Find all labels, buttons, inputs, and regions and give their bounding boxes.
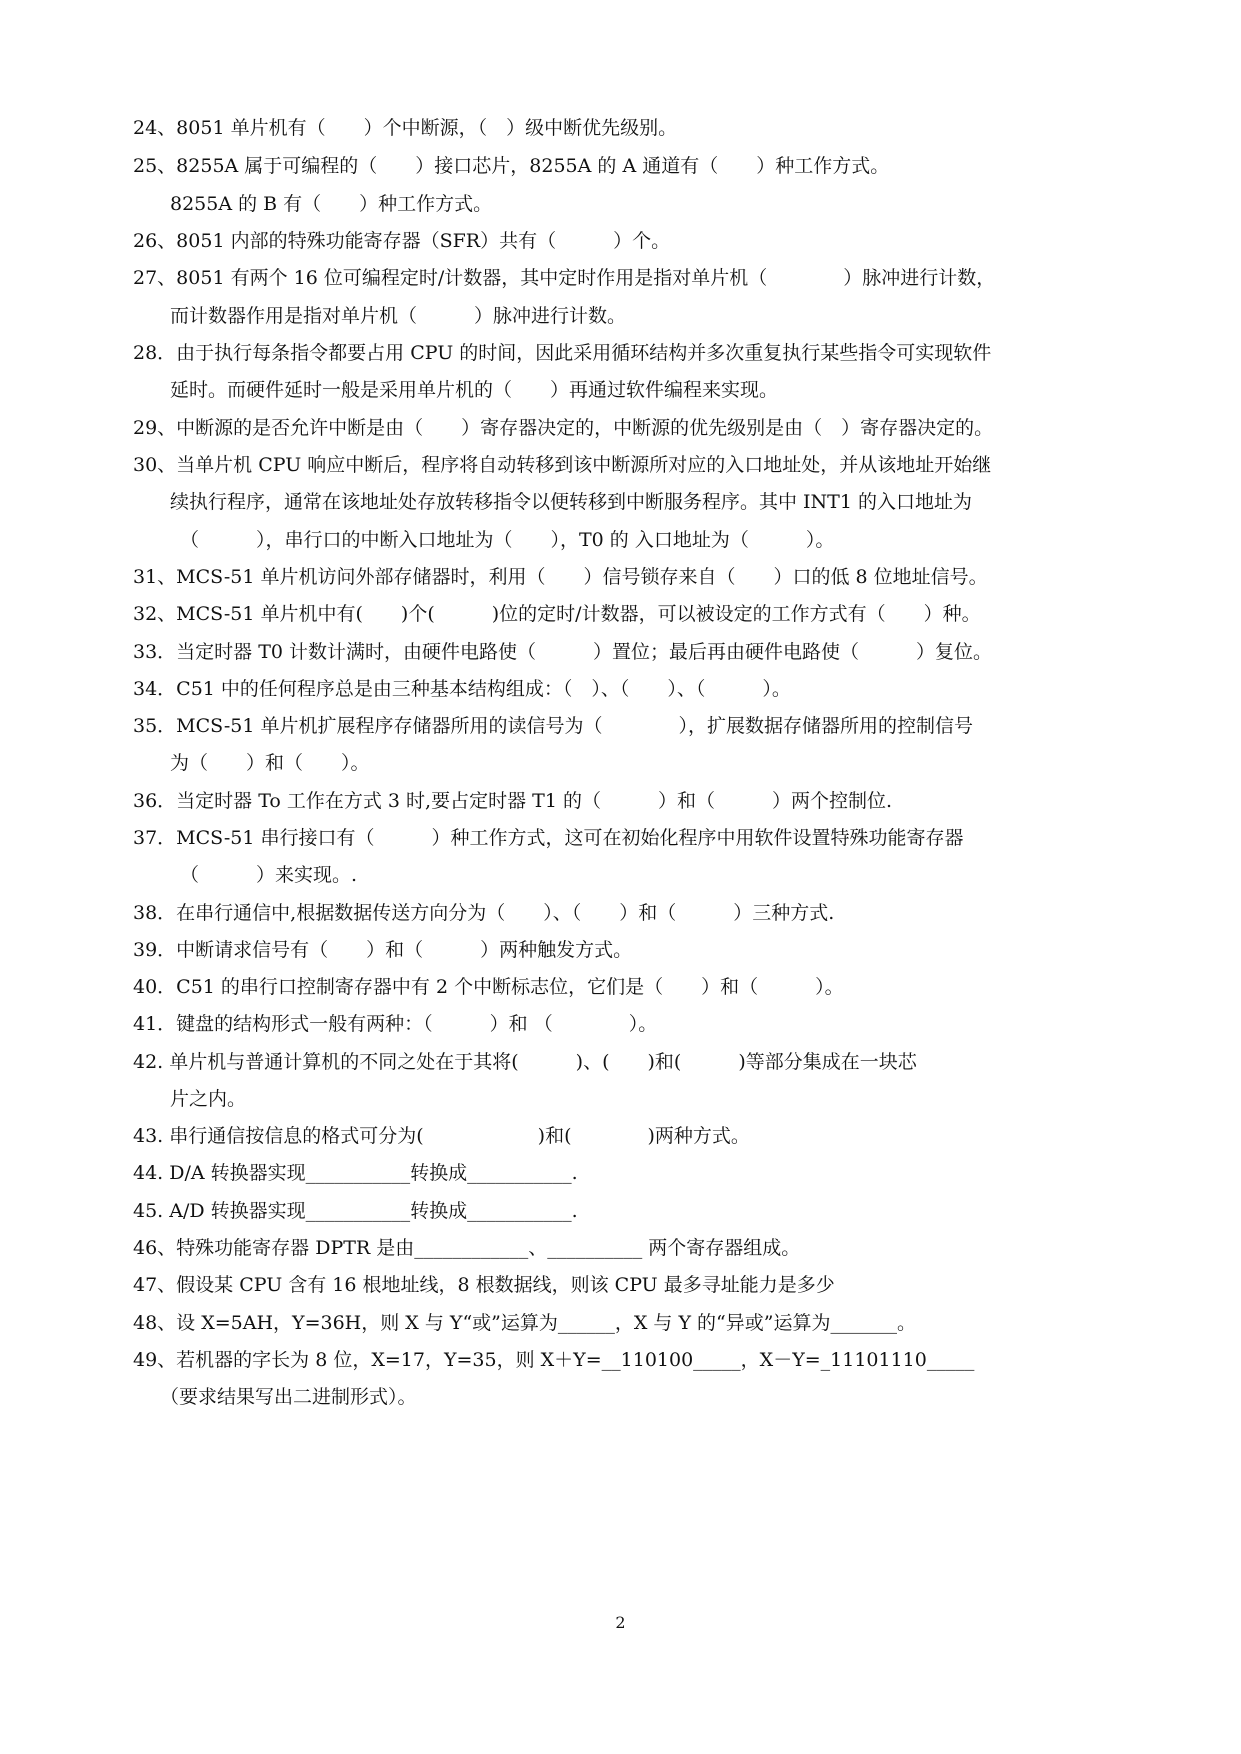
question-38: 38．在串行通信中,根据数据传送方向分为（ ）、（ ）和（ ）三种方式. xyxy=(133,902,835,924)
question-35-continuation: 为（ ）和（ ）。 xyxy=(170,752,370,774)
question-47: 47、假设某 CPU 含有 16 根地址线，8 根数据线，则该 CPU 最多寻址能力是多少 xyxy=(133,1274,835,1296)
question-46: 46、特殊功能寄存器 DPTR 是由____________、__________ 两个寄存器组成。 xyxy=(133,1237,801,1259)
question-25: 25、8255A 属于可编程的（ ）接口芯片，8255A 的 A 通道有（ ）种工作方式。 xyxy=(133,155,890,177)
question-30: 30、当单片机 CPU 响应中断后，程序将自动转移到该中断源所对应的入口地址处，并从该地址开始继 xyxy=(133,454,992,476)
question-43: 43. 串行通信按信息的格式可分为( )和( )两种方式。 xyxy=(133,1125,750,1147)
question-27: 27、8051 有两个 16 位可编程定时/计数器，其中定时作用是指对单片机（ ）脉冲进行计数， xyxy=(133,267,996,289)
question-24: 24、8051 单片机有（ ）个中断源，（ ）级中断优先级别。 xyxy=(133,117,678,139)
page-number: 2 xyxy=(615,1613,626,1632)
question-49-continuation: （要求结果写出二进制形式）。 xyxy=(160,1386,417,1408)
question-49: 49、若机器的字长为 8 位，X=17，Y=35，则 X＋Y=__110100_____，X－Y=_11101110_____ xyxy=(133,1349,975,1371)
question-35: 35．MCS-51 单片机扩展程序存储器所用的读信号为（ ），扩展数据存储器所用的控制信号 xyxy=(133,715,974,737)
question-25-continuation: 8255A 的 B 有（ ）种工作方式。 xyxy=(170,193,493,215)
question-45: 45. A/D 转换器实现___________转换成___________. xyxy=(133,1200,578,1222)
question-37: 37．MCS-51 串行接口有（ ）种工作方式，这可在初始化程序中用软件设置特殊功能寄存器 xyxy=(133,827,964,849)
question-39: 39．中断请求信号有（ ）和（ ）两种触发方式。 xyxy=(133,939,633,961)
question-37-continuation: （ ）来实现。. xyxy=(180,864,358,886)
question-44: 44. D/A 转换器实现___________转换成___________. xyxy=(133,1162,578,1184)
question-33: 33．当定时器 T0 计数计满时，由硬件电路使（ ）置位；最后再由硬件电路使（ ）复位。 xyxy=(133,641,993,663)
question-30-continuation: 续执行程序，通常在该地址处存放转移指令以便转移到中断服务程序。其中 INT1 的入口地址为 xyxy=(170,491,972,513)
question-36: 36．当定时器 To 工作在方式 3 时,要占定时器 T1 的（ ）和（ ）两个控制位. xyxy=(133,790,892,812)
question-32: 32、MCS-51 单片机中有( )个( )位的定时/计数器，可以被设定的工作方式有（ ）种。 xyxy=(133,603,981,625)
question-34: 34．C51 中的任何程序总是由三种基本结构组成：（ ）、（ ）、（ ）。 xyxy=(133,678,791,700)
question-41: 41．键盘的结构形式一般有两种：（ ）和 （ ）。 xyxy=(133,1013,658,1035)
question-27-continuation: 而计数器作用是指对单片机（ ）脉冲进行计数。 xyxy=(170,305,627,327)
question-48: 48、设 X=5AH，Y=36H，则 X 与 Y“或”运算为______，X 与 Y 的“异或”运算为_______。 xyxy=(133,1312,916,1334)
question-26: 26、8051 内部的特殊功能寄存器（SFR）共有（ ）个。 xyxy=(133,230,671,252)
question-31: 31、MCS-51 单片机访问外部存储器时，利用（ ）信号锁存来自（ ）口的低 8 位地址信号。 xyxy=(133,566,988,588)
question-40: 40．C51 的串行口控制寄存器中有 2 个中断标志位，它们是（ ）和（ ）。 xyxy=(133,976,844,998)
question-28-continuation: 延时。而硬件延时一般是采用单片机的（ ）再通过软件编程来实现。 xyxy=(170,379,779,401)
question-28: 28．由于执行每条指令都要占用 CPU 的时间，因此采用循环结构并多次重复执行某些指令可实现软件 xyxy=(133,342,992,364)
question-42: 42. 单片机与普通计算机的不同之处在于其将( )、( )和( )等部分集成在一块芯 xyxy=(133,1051,917,1073)
question-42-continuation: 片之内。 xyxy=(170,1088,247,1110)
question-30-continuation: （ ），串行口的中断入口地址为（ ），T0 的 入口地址为（ ）。 xyxy=(180,529,835,551)
question-29: 29、中断源的是否允许中断是由（ ）寄存器决定的，中断源的优先级别是由（ ）寄存器决定的。 xyxy=(133,417,994,439)
